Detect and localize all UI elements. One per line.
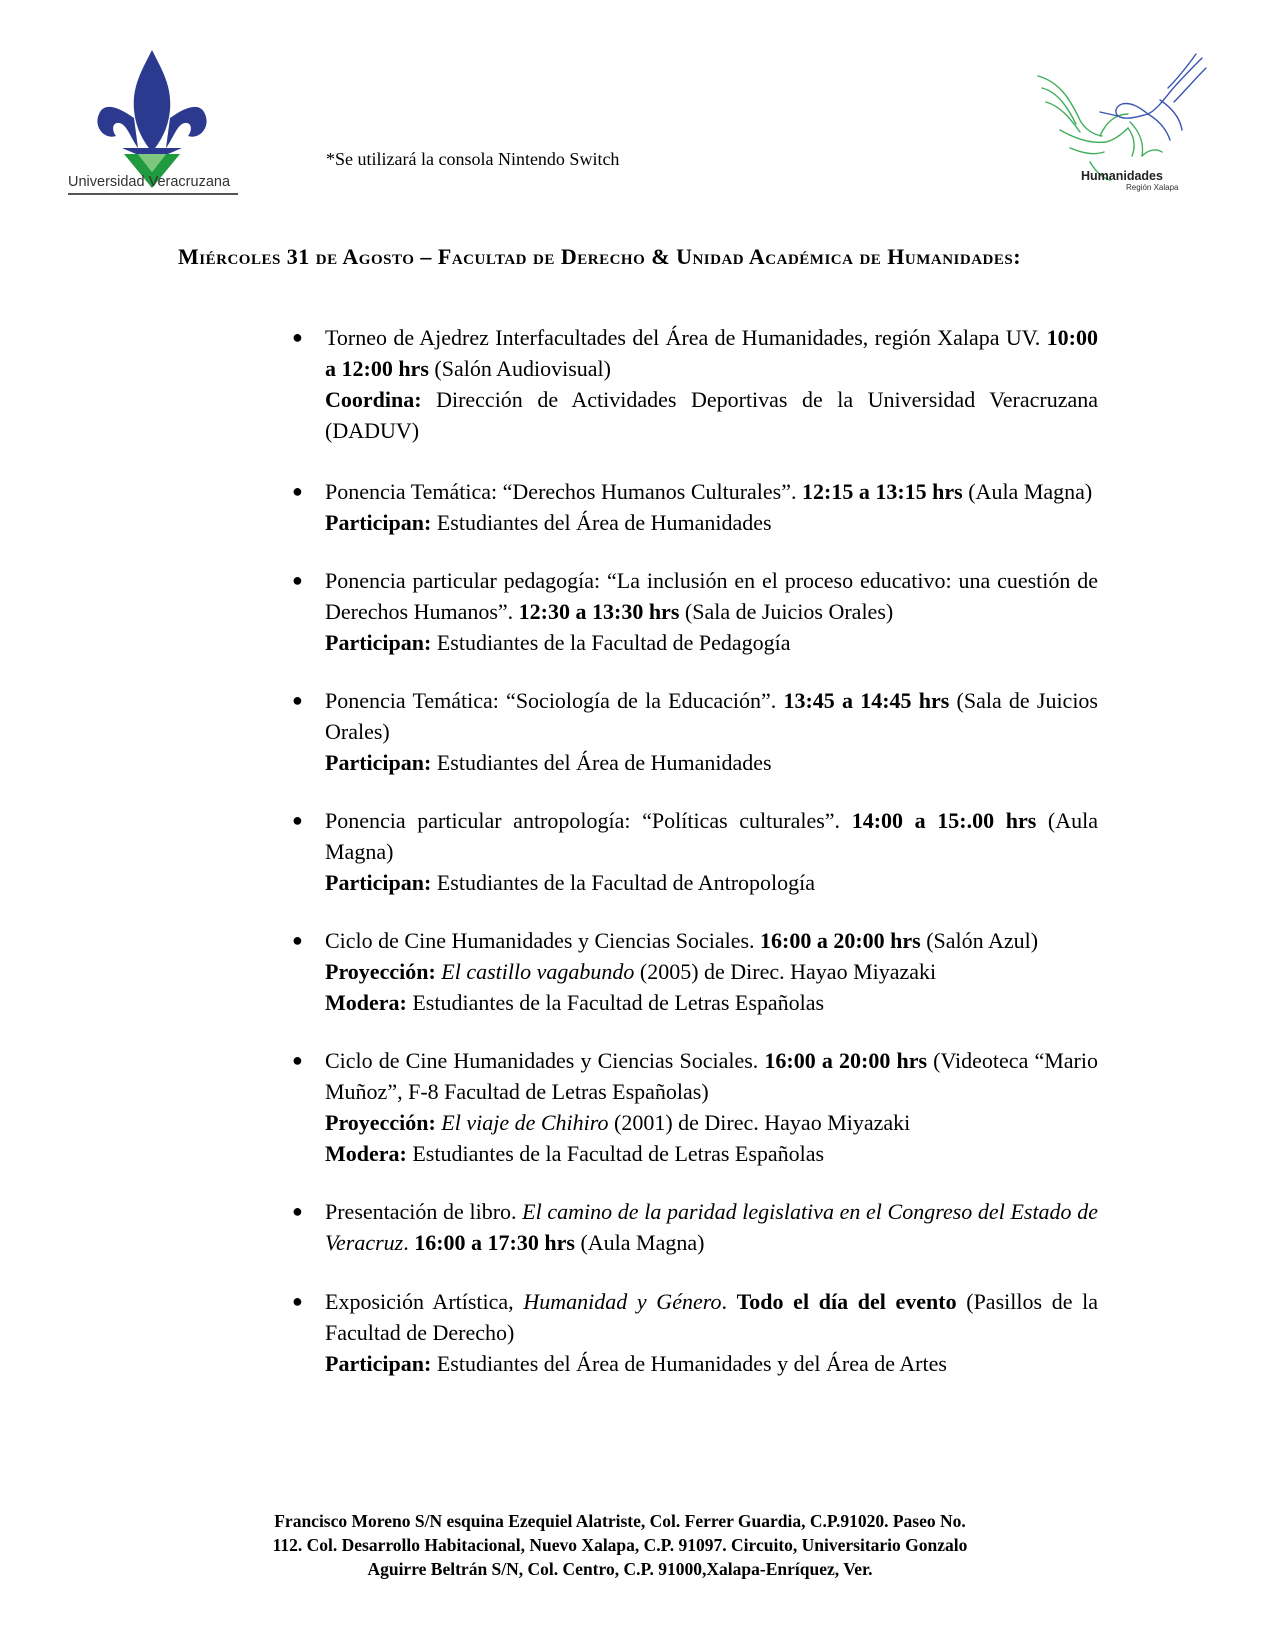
event-role: Participan: Estudiantes de la Facultad de Pedagogía	[325, 630, 791, 655]
event-item	[292, 322, 1098, 446]
event-role: Participan: Estudiantes de la Facultad de Antropología	[325, 870, 816, 895]
uv-logo-underline	[68, 193, 238, 195]
console-note: *Se utilizará la consola Nintendo Switch	[326, 149, 620, 169]
bullet-icon: ●	[292, 570, 303, 590]
humanidades-logo-subtitle: Región Xalapa	[1126, 183, 1179, 192]
event-description: Ponencia particular pedagogía: “La inclusión en el proceso educativo: una cuestión de Derechos Humanos”. 12:30 a 13:30 hrs (Sala de Juicios Orales)	[325, 568, 1098, 624]
event-time: 13:45 a 14:45 hrs	[783, 688, 950, 713]
event-description: Torneo de Ajedrez Interfacultades del Área de Humanidades, región Xalapa UV. 10:00 a 12:00 hrs (Salón Audiovisual)	[325, 325, 1098, 381]
event-place: (Videoteca “Mario Muñoz”, F-8 Facultad de Letras Españolas)	[325, 1048, 1098, 1104]
event-place: (Pasillos de la Facultad de Derecho)	[325, 1289, 1098, 1345]
event-role: Coordina: Dirección de Actividades Deportivas de la Universidad Veracruzana (DADUV)	[325, 387, 1098, 443]
event-time: 16:00 a 17:30 hrs	[414, 1230, 575, 1255]
event-role: Modera: Estudiantes de la Facultad de Letras Españolas	[325, 1141, 825, 1166]
event-place: (Sala de Juicios Orales)	[679, 599, 894, 624]
event-place: (Aula Magna)	[574, 1230, 705, 1255]
event-role: Participan: Estudiantes del Área de Humanidades	[325, 510, 772, 535]
address-footer	[200, 1509, 1040, 1581]
event-place: (Salón Azul)	[920, 928, 1039, 953]
event-place: (Aula Magna)	[962, 479, 1093, 504]
bullet-icon: ●	[292, 1201, 303, 1221]
event-role: Participan: Estudiantes del Área de Humanidades y del Área de Artes	[325, 1351, 947, 1376]
event-place: (Aula Magna)	[325, 808, 1098, 864]
book-title: El camino de la paridad legislativa en el Congreso del Estado de Veracruz	[325, 1199, 1098, 1255]
bullet-icon: ●	[292, 690, 303, 710]
bullet-icon: ●	[292, 1291, 303, 1311]
event-time: 12:30 a 13:30 hrs	[518, 599, 680, 624]
event-item	[292, 565, 1098, 658]
event-description: Ponencia particular antropología: “Políticas culturales”. 14:00 a 15:.00 hrs (Aula Magna)	[325, 808, 1098, 864]
event-item	[292, 925, 1098, 1018]
event-time: 14:00 a 15:.00 hrs	[851, 808, 1037, 833]
bullet-icon: ●	[292, 327, 303, 347]
event-item	[292, 1196, 1098, 1258]
bullet-icon: ●	[292, 810, 303, 830]
event-item	[292, 1286, 1098, 1379]
event-item	[292, 685, 1098, 778]
event-role: Modera: Estudiantes de la Facultad de Letras Españolas	[325, 990, 825, 1015]
event-description: Ponencia Temática: “Sociología de la Educación”. 13:45 a 14:45 hrs (Sala de Juicios Orales)	[325, 688, 1098, 744]
event-item	[292, 1045, 1098, 1169]
bullet-icon: ●	[292, 1050, 303, 1070]
event-description: Exposición Artística, Humanidad y Género. Todo el día del evento (Pasillos de la Facultad de Derecho)	[325, 1289, 1098, 1345]
section-heading: Miércoles 31 de Agosto – Facultad de Derecho & Unidad Académica de Humanidades:	[178, 244, 1022, 269]
footer-line: Francisco Moreno S/N esquina Ezequiel Alatriste, Col. Ferrer Guardia, C.P.91020. Paseo No.	[274, 1511, 966, 1531]
event-place: (Salón Audiovisual)	[428, 356, 611, 381]
event-item	[292, 476, 1098, 538]
event-time: Todo el día del evento	[736, 1289, 957, 1314]
event-description: Ciclo de Cine Humanidades y Ciencias Sociales. 16:00 a 20:00 hrs (Videoteca “Mario Muñoz”, F-8 Facultad de Letras Españolas)	[325, 1048, 1098, 1104]
event-description: Presentación de libro. El camino de la paridad legislativa en el Congreso del Estado de Veracruz. 16:00 a 17:30 hrs (Aula Magna)	[325, 1199, 1098, 1255]
event-projection: Proyección: El viaje de Chihiro (2001) de Direc. Hayao Miyazaki	[325, 1110, 911, 1135]
bullet-icon: ●	[292, 930, 303, 950]
footer-line: Aguirre Beltrán S/N, Col. Centro, C.P. 91000,Xalapa-Enríquez, Ver.	[367, 1559, 873, 1579]
event-place: (Sala de Juicios Orales)	[325, 688, 1098, 744]
event-description: Ciclo de Cine Humanidades y Ciencias Sociales. 16:00 a 20:00 hrs (Salón Azul)	[325, 928, 1039, 953]
event-description: Ponencia Temática: “Derechos Humanos Culturales”. 12:15 a 13:15 hrs (Aula Magna)	[325, 479, 1093, 504]
event-projection: Proyección: El castillo vagabundo (2005) de Direc. Hayao Miyazaki	[325, 959, 937, 984]
event-time: 16:00 a 20:00 hrs	[760, 928, 921, 953]
event-role: Participan: Estudiantes del Área de Humanidades	[325, 750, 772, 775]
event-list	[292, 322, 1098, 1379]
footer-line: 112. Col. Desarrollo Habitacional, Nuevo Xalapa, C.P. 91097. Circuito, Universitario Gonzalo	[272, 1535, 968, 1555]
exhibition-title: Humanidad y Género	[523, 1289, 722, 1314]
uv-logo-text: Universidad Veracruzana	[68, 174, 231, 190]
event-item	[292, 805, 1098, 898]
bullet-icon: ●	[292, 481, 303, 501]
event-time: 12:15 a 13:15 hrs	[802, 479, 963, 504]
event-time: 16:00 a 20:00 hrs	[764, 1048, 928, 1073]
event-time: 10:00 a 12:00 hrs	[325, 325, 1098, 381]
humanidades-logo-title: Humanidades	[1081, 169, 1163, 183]
